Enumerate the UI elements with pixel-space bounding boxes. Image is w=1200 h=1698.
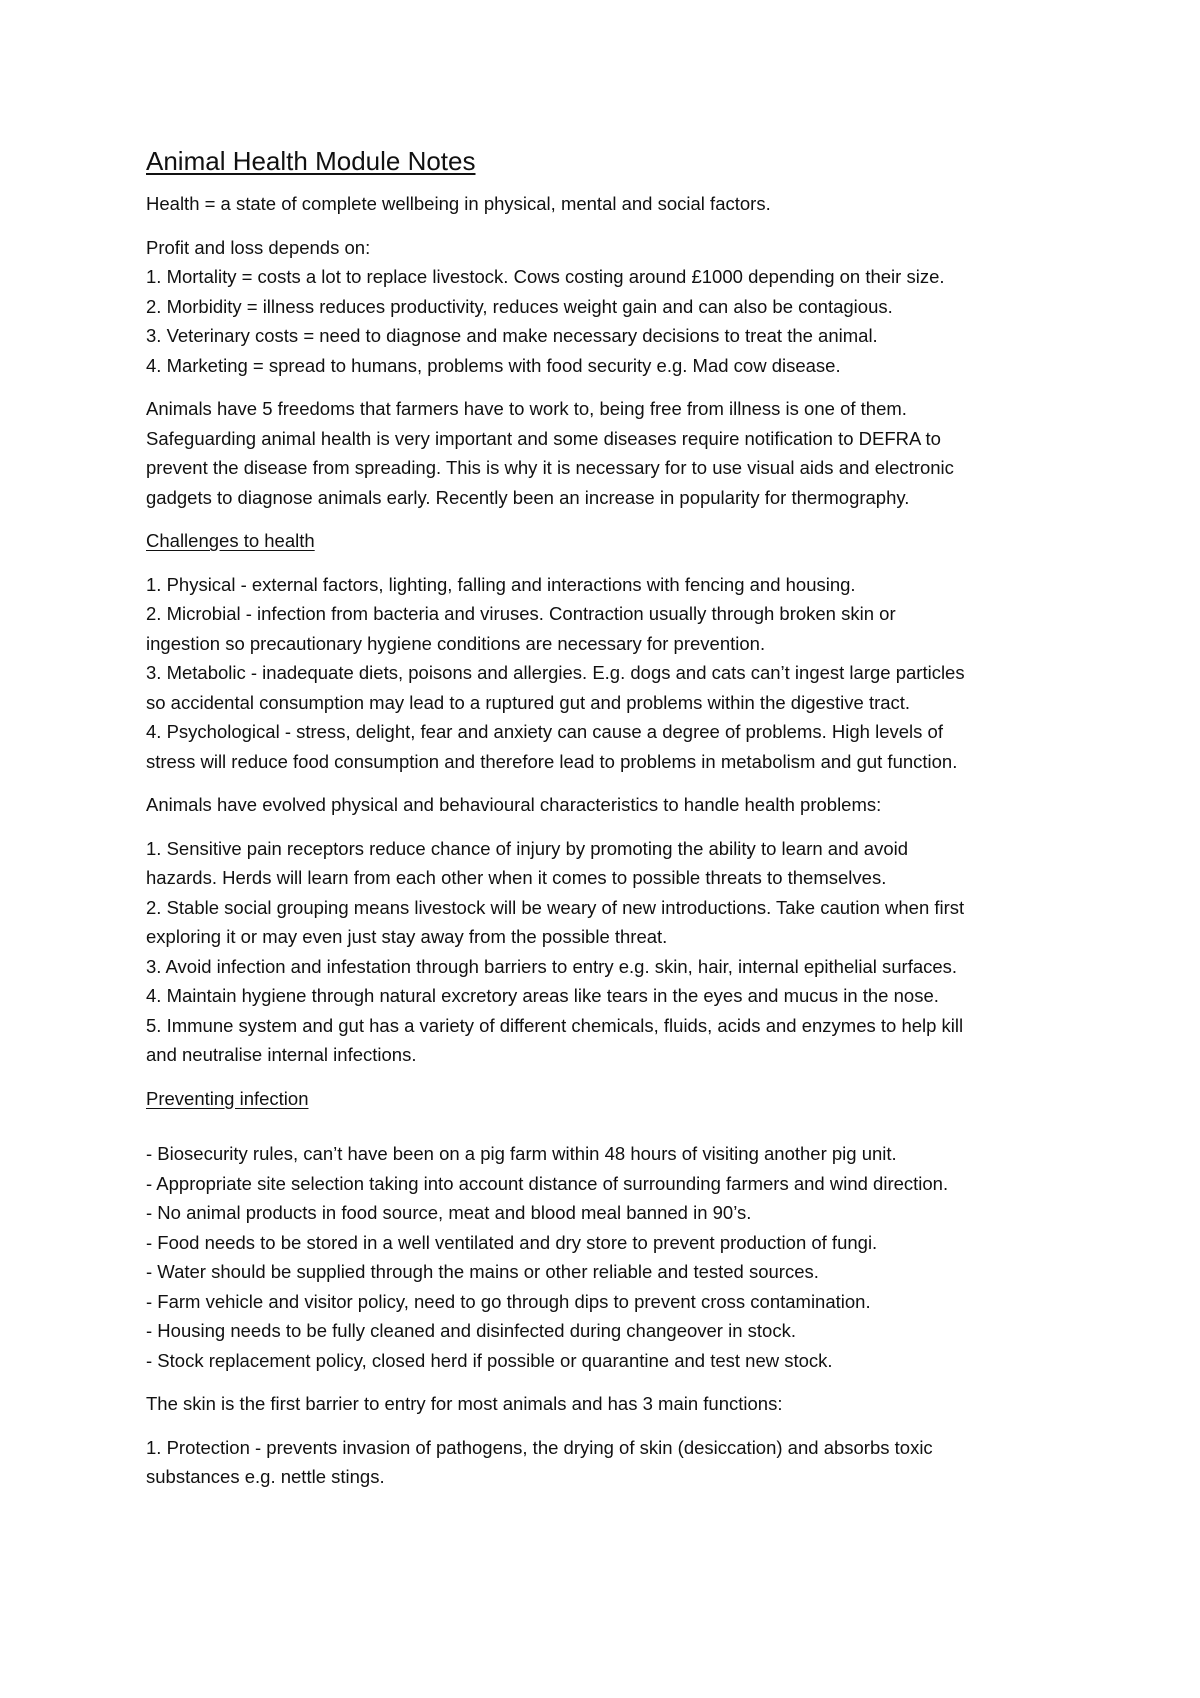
challenges-heading: Challenges to health (146, 530, 315, 551)
list-item: so accidental consumption may lead to a ruptured gut and problems within the digestive tract. (146, 691, 911, 713)
list-item: 5. Immune system and gut has a variety of different chemicals, fluids, acids and enzymes to help kill (146, 1014, 964, 1036)
list-item: 3. Avoid infection and infestation through barriers to entry e.g. skin, hair, internal epithelial surfaces. (146, 955, 958, 977)
profit-item: 3. Veterinary costs = need to diagnose and make necessary decisions to treat the animal. (146, 325, 878, 346)
list-item: 2. Stable social grouping means livestock will be weary of new introductions. Take caution when first (146, 896, 965, 918)
list-item: - Housing needs to be fully cleaned and disinfected during changeover in stock. (146, 1320, 796, 1341)
profit-item: 2. Morbidity = illness reduces productivity, reduces weight gain and can also be contagious. (146, 295, 893, 317)
list-item: - Stock replacement policy, closed herd if possible or quarantine and test new stock. (146, 1349, 833, 1371)
challenges-list (146, 570, 1076, 777)
list-item: 4. Psychological - stress, delight, fear and anxiety can cause a degree of problems. High levels of (146, 721, 943, 742)
list-item: - Appropriate site selection taking into account distance of surrounding farmers and wind direction. (146, 1172, 949, 1194)
evolved-list (146, 834, 1076, 1070)
list-item: and neutralise internal infections. (146, 1044, 417, 1065)
list-item: 1. Protection - prevents invasion of pathogens, the drying of skin (desiccation) and absorbs toxic (146, 1436, 933, 1458)
document-page (146, 145, 1076, 1506)
list-item: ingestion so precautionary hygiene conditions are necessary for prevention. (146, 632, 766, 654)
list-item: - Water should be supplied through the mains or other reliable and tested sources. (146, 1261, 819, 1282)
list-item: - No animal products in food source, meat and blood meal banned in 90’s. (146, 1202, 752, 1223)
list-item: - Biosecurity rules, can’t have been on a pig farm within 48 hours of visiting another pig unit. (146, 1143, 897, 1164)
document-title: Animal Health Module Notes (146, 146, 476, 176)
list-item: 4. Maintain hygiene through natural excretory areas like tears in the eyes and mucus in the nose. (146, 985, 939, 1006)
list-item: - Farm vehicle and visitor policy, need to go through dips to prevent cross contamination. (146, 1290, 871, 1312)
list-item: exploring it or may even just stay away from the possible threat. (146, 926, 668, 947)
skin-intro: The skin is the first barrier to entry for most animals and has 3 main functions: (146, 1393, 783, 1414)
paragraph-line: Safeguarding animal health is very important and some diseases require notification to DEFRA to (146, 427, 941, 449)
list-item: substances e.g. nettle stings. (146, 1466, 385, 1487)
preventing-list (146, 1139, 1076, 1375)
list-item: 1. Sensitive pain receptors reduce chance of injury by promoting the ability to learn and avoid (146, 837, 909, 859)
profit-section (146, 233, 1076, 381)
paragraph-line: gadgets to diagnose animals early. Recently been an increase in popularity for thermography. (146, 486, 910, 508)
evolved-intro: Animals have evolved physical and behavioural characteristics to handle health problems: (146, 794, 882, 815)
paragraph-line: prevent the disease from spreading. This is why it is necessary for to use visual aids and electronic (146, 457, 954, 478)
list-item: 2. Microbial - infection from bacteria and viruses. Contraction usually through broken skin or (146, 603, 896, 624)
skin-list (146, 1433, 1076, 1492)
list-item: hazards. Herds will learn from each other when it comes to possible threats to themselves. (146, 867, 887, 888)
profit-intro: Profit and loss depends on: (146, 236, 371, 258)
paragraph-line: Animals have 5 freedoms that farmers have to work to, being free from illness is one of them. (146, 398, 907, 419)
profit-item: 1. Mortality = costs a lot to replace livestock. Cows costing around £1000 depending on their size. (146, 266, 945, 287)
list-item: stress will reduce food consumption and therefore lead to problems in metabolism and gut function. (146, 750, 958, 772)
list-item: 1. Physical - external factors, lighting, falling and interactions with fencing and housing. (146, 573, 856, 595)
profit-item: 4. Marketing = spread to humans, problems with food security e.g. Mad cow disease. (146, 354, 841, 376)
freedoms-paragraph (146, 394, 1076, 512)
list-item: 3. Metabolic - inadequate diets, poisons and allergies. E.g. dogs and cats can’t ingest large particles (146, 662, 965, 683)
preventing-heading: Preventing infection (146, 1087, 309, 1109)
health-definition: Health = a state of complete wellbeing in physical, mental and social factors. (146, 193, 771, 214)
list-item: - Food needs to be stored in a well ventilated and dry store to prevent production of fungi. (146, 1231, 878, 1253)
